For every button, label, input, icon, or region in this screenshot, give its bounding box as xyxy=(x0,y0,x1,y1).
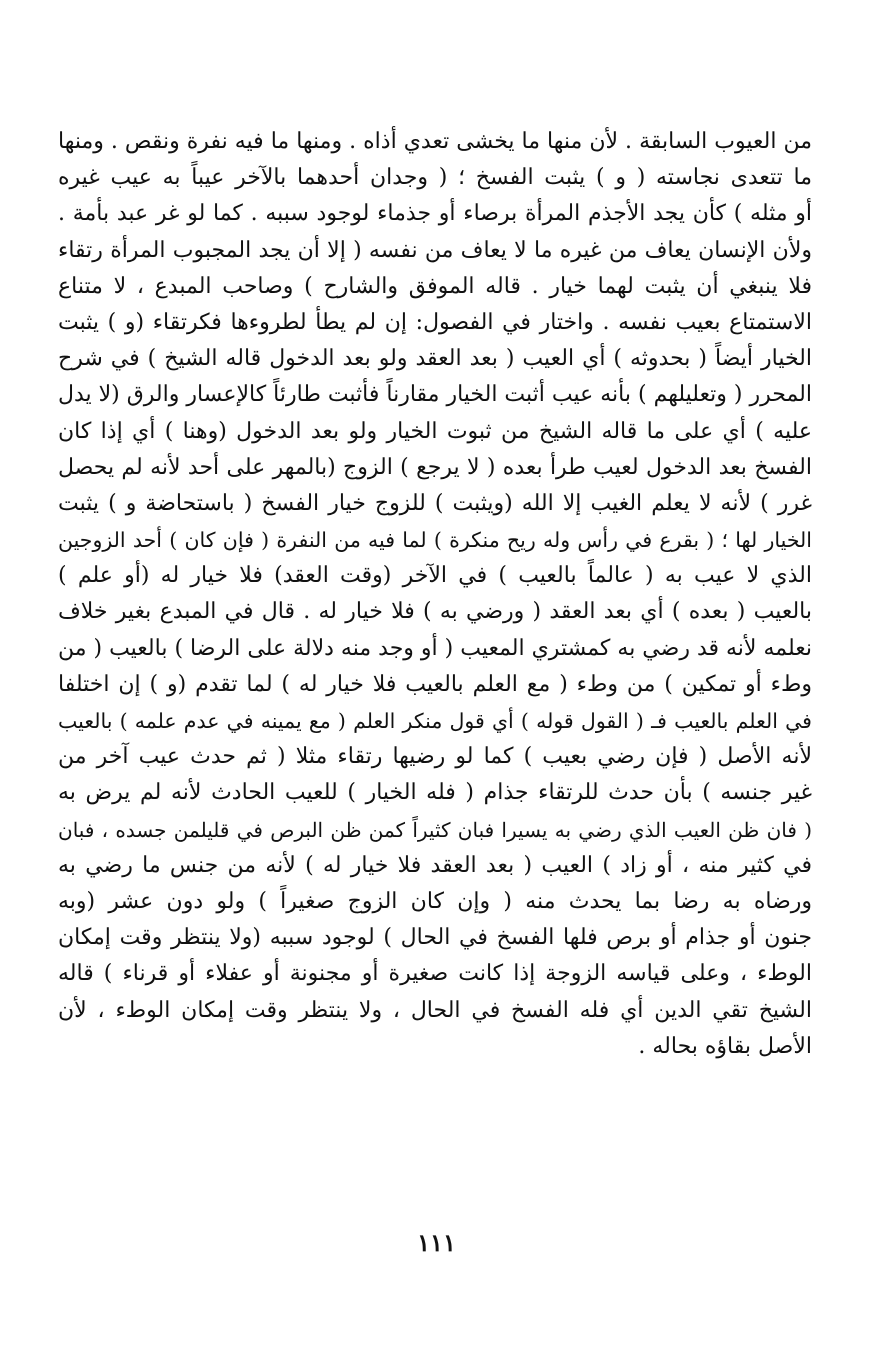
body-text xyxy=(58,124,812,1065)
text-line: جنون أو جذام أو برص فلها الفسخ في الحال ) لوجود سببه (ولا ينتظر وقت إمكان xyxy=(58,925,812,951)
text-line: أو مثله ) كأن يجد الأجذم المرأة برصاء أو جذماء لوجود سببه . كما لو غر عبد بأمة . xyxy=(58,201,812,227)
text-line: من العيوب السابقة . لأن منها ما يخشى تعدي أذاه . ومنها ما فيه نفرة ونقص . ومنها xyxy=(58,129,812,154)
text-line: الفسخ بعد الدخول لعيب طرأ بعده ( لا يرجع ) الزوج (بالمهر على أحد لأنه لم يحصل xyxy=(58,454,812,480)
text-line: ما تتعدى نجاسته ( و ) يثبت الفسخ ؛ ( وجدان أحدهما بالآخر عيباً به عيب غيره xyxy=(58,165,812,191)
text-line: الذي لا عيب به ( عالماً بالعيب ) في الآخر (وقت العقد) فلا خيار له (أو علم ) xyxy=(58,563,812,589)
text-line: غير جنسه ) بأن حدث للرتقاء جذام ( فله الخيار ) للعيب الحادث لأنه لم يرض به xyxy=(58,780,812,806)
text-line: غرر ) لأنه لا يعلم الغيب إلا الله (ويثبت ) للزوج خيار الفسخ ( باستحاضة و ) يثبت xyxy=(58,490,812,516)
text-line: في كثير منه ، أو زاد ) العيب ( بعد العقد فلا خيار له ) لأنه من جنس ما رضي به xyxy=(58,852,812,878)
text-line: في العلم بالعيب فـ ( القول قوله ) أي قول منكر العلم ( مع يمينه في عدم علمه ) بالعيب xyxy=(58,709,812,733)
text-line: بالعيب ( بعده ) أي بعد العقد ( ورضي به ) فلا خيار له . قال في المبدع بغير خلاف xyxy=(58,599,812,625)
text-line: الشيخ تقي الدين أي فله الفسخ في الحال ، ولا ينتظر وقت إمكان الوطء ، لأن xyxy=(58,997,812,1023)
text-line: لأنه الأصل ( فإن رضي بعيب ) كما لو رضيها رتقاء مثلا ( ثم حدث عيب آخر من xyxy=(58,744,812,770)
text-line: الخيار لها ؛ ( بقرع في رأس وله ريح منكرة ) لما فيه من النفرة ( فإن كان ) أحد الزوجين xyxy=(58,528,812,553)
text-line: الاستمتاع بعيب نفسه . واختار في الفصول: إن لم يطأ لطروءها فكرتقاء (و ) يثبت xyxy=(58,309,812,335)
text-line: ( فان ظن العيب الذي رضي به يسيرا فبان كثيراً كمن ظن البرص في قليلمن جسده ، فبان xyxy=(58,817,812,842)
text-line: فلا ينبغي أن يثبت لهما خيار . قاله الموفق والشارح ) وصاحب المبدع ، لا متناع xyxy=(58,273,812,299)
text-line: الوطء ، وعلى قياسه الزوجة إذا كانت صغيرة أو مجنونة أو عفلاء أو قرناء ) قاله xyxy=(58,961,812,987)
page-number: ١١١ xyxy=(417,1228,456,1257)
text-line: ولأن الإنسان يعاف من غيره ما لا يعاف من نفسه ( إلا أن يجد المجبوب المرأة رتقاء xyxy=(58,237,812,263)
text-line: المحرر ( وتعليلهم ) بأنه عيب أثبت الخيار مقارناً فأثبت طارئاً كالإعسار والرق (لا يدل xyxy=(58,382,812,408)
text-line: وطء أو تمكين ) من وطء ( مع العلم بالعيب فلا خيار له ) لما تقدم (و ) إن اختلفا xyxy=(58,671,812,697)
text-line: عليه ) أي على ما قاله الشيخ من ثبوت الخيار ولو بعد الدخول (وهنا ) أي إذا كان xyxy=(58,418,812,444)
text-line: نعلمه لأنه قد رضي به كمشتري المعيب ( أو وجد منه دلالة على الرضا ) بالعيب ( من xyxy=(58,635,812,661)
text-line: الأصل بقاؤه بحاله . xyxy=(638,1033,812,1059)
text-line: الخيار أيضاً ( بحدوثه ) أي العيب ( بعد العقد ولو بعد الدخول قاله الشيخ ) في شرح xyxy=(58,346,812,372)
text-line: ورضاه به رضا بما يحدث منه ( وإن كان الزوج صغيراً ) ولو دون عشر (وبه xyxy=(58,888,812,914)
